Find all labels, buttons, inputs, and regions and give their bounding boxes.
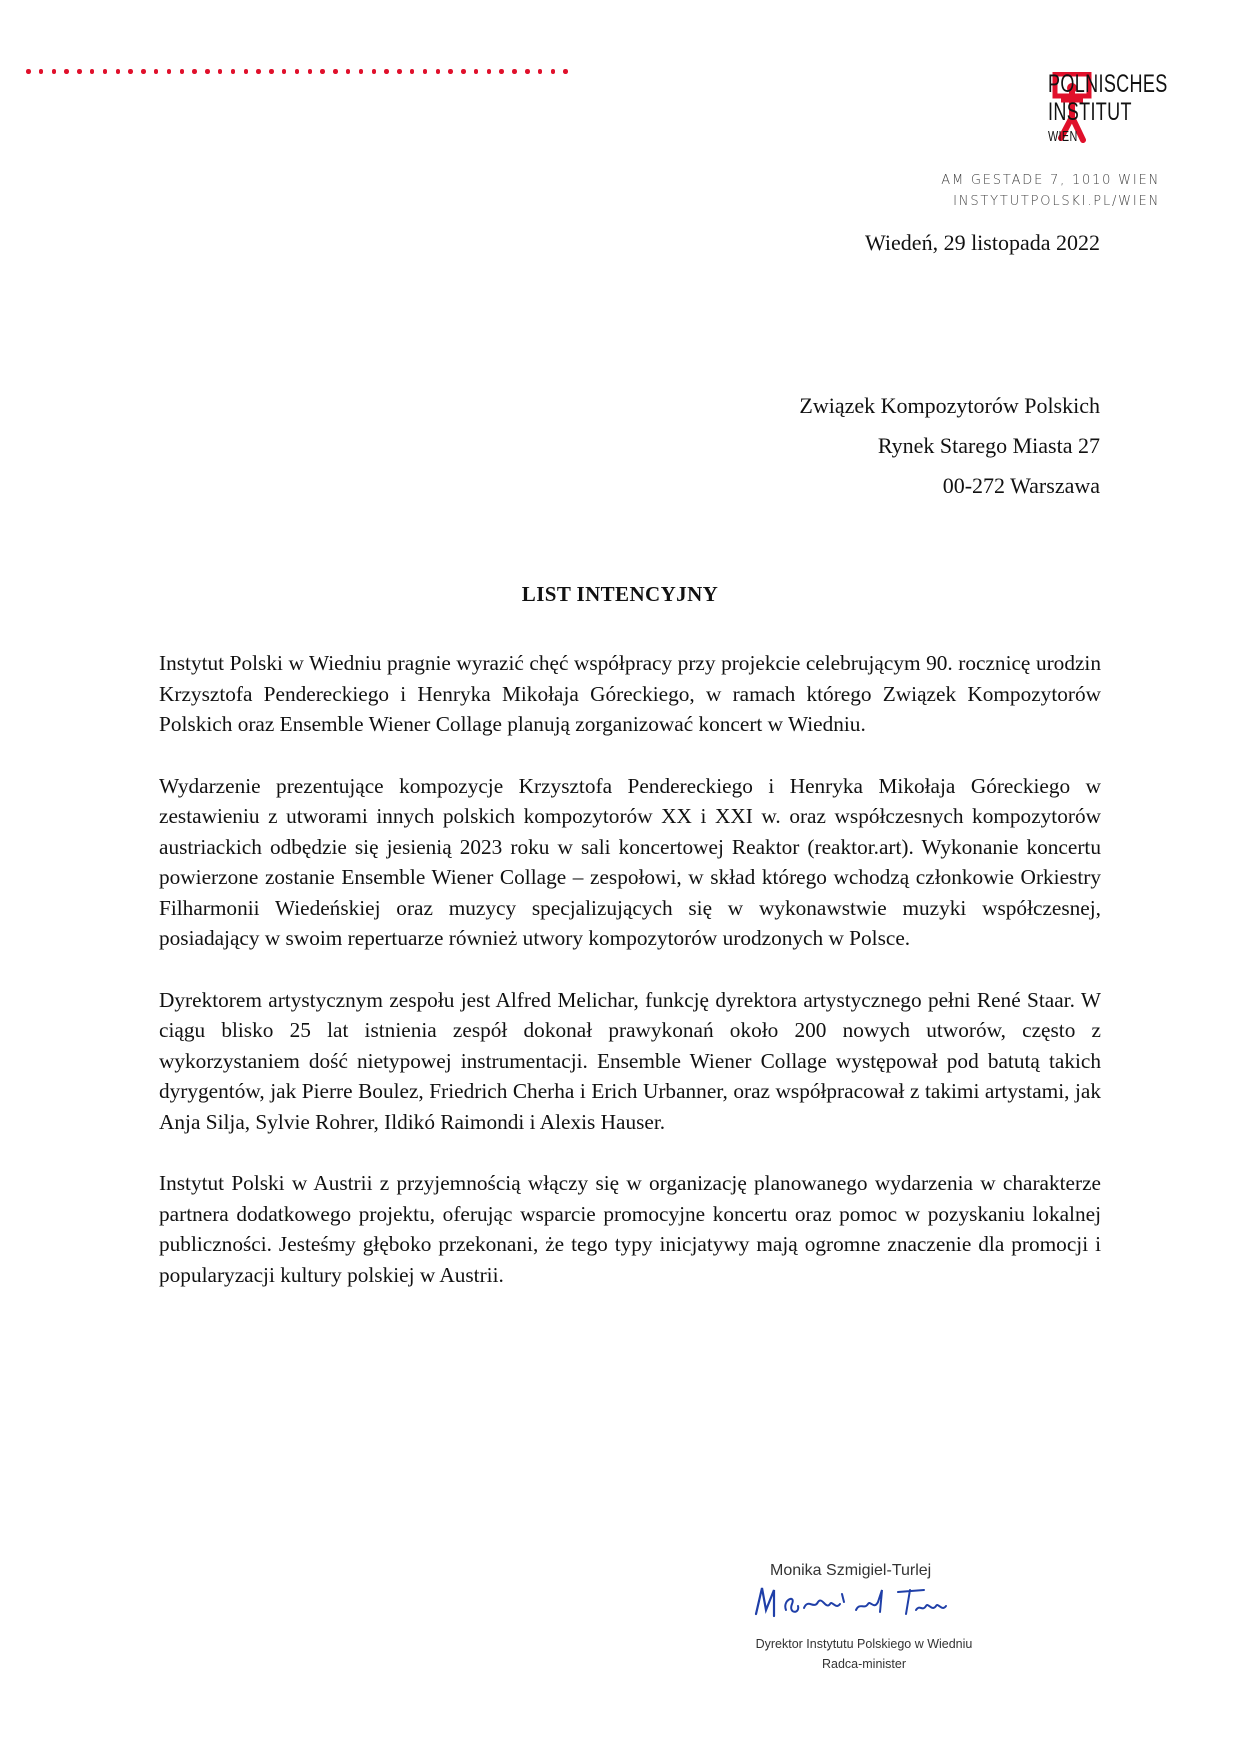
red-dot (282, 69, 287, 74)
red-dot (26, 69, 31, 74)
red-dot (256, 69, 261, 74)
institute-logo-text (1048, 72, 1214, 144)
red-dot (410, 69, 415, 74)
red-dot (192, 69, 197, 74)
red-dot (448, 69, 453, 74)
letter-body (159, 648, 1101, 1321)
red-dot (563, 69, 568, 74)
address-website: INSTYTUTPOLSKI.PL/WIEN (953, 194, 1160, 209)
red-dot (39, 69, 44, 74)
logo-line-2: INSTITUT (1048, 98, 1132, 126)
red-dot (525, 69, 530, 74)
red-dot (436, 69, 441, 74)
red-dot (180, 69, 185, 74)
red-dot (359, 69, 364, 74)
red-dot (333, 69, 338, 74)
red-dot (52, 69, 57, 74)
red-dot (244, 69, 249, 74)
red-dot (474, 69, 479, 74)
red-dot (77, 69, 82, 74)
signatory-name: Monika Szmigiel-Turlej (770, 1562, 932, 1579)
red-dot (64, 69, 69, 74)
red-dot (205, 69, 210, 74)
handwritten-signature (752, 1580, 952, 1624)
red-dot (167, 69, 172, 74)
red-dot (116, 69, 121, 74)
body-paragraph-3: Dyrektorem artystycznym zespołu jest Alfred Melichar, funkcję dyrektora artystycznego pełni René Staar. W ciągu blisko 25 lat istnienia zespół dokonał prawykonań około 200 nowych utworów, często z wykorzystaniem dość nietypowej instrumentacji. Ensemble Wiener Collage występował pod batutą takich dyrygentów, jak Pierre Boulez, Friedrich Cherha i Erich Urbanner, oraz współpracował z takimi artystami, jak Anja Silja, Sylvie Rohrer, Ildikó Raimondi i Alexis Hauser. (159, 987, 1101, 1134)
red-dot (154, 69, 159, 74)
body-paragraph-1: Instytut Polski w Wiedniu pragnie wyrazić chęć współpracy przy projekcie celebrującym 90. rocznicę urodzin Krzysztofa Pendereckiego i Henryka Mikołaja Góreckiego, w ramach którego Związek Kompozytorów Polskich oraz Ensemble Wiener Collage planują zorganizować koncert w Wiedniu. (159, 651, 1101, 736)
red-dot (551, 69, 556, 74)
red-dot (346, 69, 351, 74)
signatory-position: Dyrektor Instytutu Polskiego w Wiedniu (755, 1637, 973, 1651)
recipient-address (799, 386, 1100, 506)
recipient-name: Związek Kompozytorów Polskich (799, 393, 1100, 418)
letter-date: Wiedeń, 29 listopada 2022 (865, 230, 1100, 255)
red-dot (128, 69, 133, 74)
recipient-city: 00-272 Warszawa (942, 473, 1100, 498)
logo-line-1: POLNISCHES (1048, 70, 1168, 98)
red-dot (231, 69, 236, 74)
red-dot (512, 69, 517, 74)
red-dot (320, 69, 325, 74)
red-dot (295, 69, 300, 74)
red-dot (499, 69, 504, 74)
signatory-role (744, 1634, 984, 1674)
red-dot (397, 69, 402, 74)
red-dot (308, 69, 313, 74)
logo-line-3: WIEN (1048, 128, 1078, 145)
red-dot (90, 69, 95, 74)
signatory-rank: Radca-minister (821, 1657, 907, 1671)
red-dot (269, 69, 274, 74)
recipient-street: Rynek Starego Miasta 27 (877, 433, 1100, 458)
red-dot (103, 69, 108, 74)
red-dot (538, 69, 543, 74)
body-paragraph-2: Wydarzenie prezentujące kompozycje Krzysztofa Pendereckiego i Henryka Mikołaja Góreckiego w zestawieniu z utworami innych polskich kompozytorów XX i XXI w. oraz współczesnych kompozytorów austriackich odbędzie się jesienią 2023 roku w sali koncertowej Reaktor (reaktor.art). Wykonanie koncertu powierzone zostanie Ensemble Wiener Collage – zespołowi, w skład którego wchodzą członkowie Orkiestry Filharmonii Wiedeńskiej oraz muzycy specjalizujących się w wykonawstwie muzyki współczesnej, posiadający w swoim repertuarze również utwory kompozytorów urodzonych w Polsce. (159, 773, 1101, 950)
red-dot (218, 69, 223, 74)
letter-title: LIST INTENCYJNY (521, 582, 719, 606)
address-street: AM GESTADE 7, 1010 WIEN (941, 173, 1160, 188)
red-dotted-line (26, 69, 576, 74)
red-dot (384, 69, 389, 74)
red-dot (141, 69, 146, 74)
body-paragraph-4: Instytut Polski w Austrii z przyjemnością włączy się w organizację planowanego wydarzenia w charakterze partnera dodatkowego projektu, oferując wsparcie promocyjne koncertu oraz pomoc w pozyskaniu lokalnej publiczności. Jesteśmy głęboko przekonani, że tego typy inicjatywy mają ogromne znaczenie dla promocji i popularyzacji kultury polskiej w Austrii. (159, 1171, 1101, 1287)
institute-address (941, 170, 1160, 212)
red-dot (461, 69, 466, 74)
red-dot (372, 69, 377, 74)
red-dot (423, 69, 428, 74)
red-dot (487, 69, 492, 74)
